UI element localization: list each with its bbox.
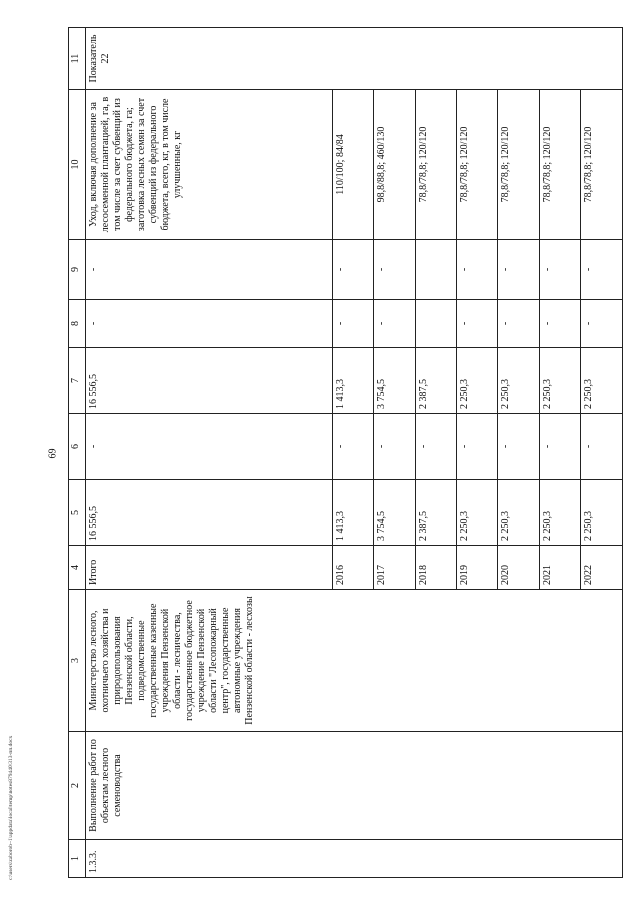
- year-cell: 2022: [581, 546, 623, 590]
- local-cell: -: [581, 300, 623, 348]
- regional-cell: 2 250,3: [498, 348, 539, 414]
- total-cell: 3 754,5: [374, 480, 415, 546]
- indicator-value-cell: 110/100; 84/84: [332, 90, 373, 240]
- total-cell: 2 250,3: [581, 480, 623, 546]
- year-cell: 2016: [332, 546, 373, 590]
- total-cell: 16 556,5: [86, 480, 333, 546]
- activity-cell: Выполнение работ по объектам лесного семеноводства: [86, 732, 623, 840]
- total-cell: 2 250,3: [498, 480, 539, 546]
- federal-cell: -: [86, 414, 333, 480]
- local-cell: -: [332, 300, 373, 348]
- federal-cell: -: [374, 414, 415, 480]
- indicator-value-cell: 78,8/78,8; 120/120: [498, 90, 539, 240]
- column-number: 7: [69, 348, 86, 414]
- federal-cell: -: [581, 414, 623, 480]
- regional-cell: 16 556,5: [86, 348, 333, 414]
- local-cell: -: [498, 300, 539, 348]
- column-number: 2: [69, 732, 86, 840]
- column-number: 1: [69, 840, 86, 878]
- indicator-value-cell: 78,8/78,8; 120/120: [456, 90, 497, 240]
- total-cell: 1 413,3: [332, 480, 373, 546]
- total-cell: 2 250,3: [456, 480, 497, 546]
- column-number: 6: [69, 414, 86, 480]
- federal-cell: -: [539, 414, 580, 480]
- federal-cell: -: [415, 414, 456, 480]
- column-number: 5: [69, 480, 86, 546]
- federal-cell: -: [498, 414, 539, 480]
- year-cell: 2018: [415, 546, 456, 590]
- year-cell: 2017: [374, 546, 415, 590]
- indicator-text-cell: Уход, включая дополнение за лесосеменной плантацией, га, в том числе за счет субвенций из федерального бюджета, га; заготовка лесных семян за счет субвенций из федерального бюджета, всего, кг, в том числе улучшенные, кг: [86, 90, 333, 240]
- year-cell: 2020: [498, 546, 539, 590]
- extrabudget-cell: -: [332, 240, 373, 300]
- federal-cell: -: [332, 414, 373, 480]
- extrabudget-cell: -: [374, 240, 415, 300]
- regional-cell: 3 754,5: [374, 348, 415, 414]
- column-number: 11: [69, 28, 86, 90]
- total-cell: 2 387,5: [415, 480, 456, 546]
- executor-cell: Министерство лесного, охотничьего хозяйства и природопользования Пензенской области, подведомственные государственные казенные учреждения Пензенской области - лесничества, государственное бюджетное учреждение Пензенской области "Лесопожарный центр", государственные автономные учреждения Пензенской области - лесхозы: [86, 590, 623, 732]
- extrabudget-cell: -: [539, 240, 580, 300]
- column-number: 10: [69, 90, 86, 240]
- federal-cell: -: [456, 414, 497, 480]
- regional-cell: 1 413,3: [332, 348, 373, 414]
- local-cell: -: [456, 300, 497, 348]
- column-number: 3: [69, 590, 86, 732]
- year-cell: 2021: [539, 546, 580, 590]
- indicator-value-cell: 78,8/78,8; 120/120: [581, 90, 623, 240]
- local-cell: [415, 300, 456, 348]
- page-number: 69: [47, 448, 59, 459]
- total-cell: 2 250,3: [539, 480, 580, 546]
- indicator-value-cell: 78,8/78,8; 120/120: [539, 90, 580, 240]
- regional-cell: 2 250,3: [539, 348, 580, 414]
- regional-cell: 2 250,3: [456, 348, 497, 414]
- year-cell: 2019: [456, 546, 497, 590]
- local-cell: -: [374, 300, 415, 348]
- column-number: 9: [69, 240, 86, 300]
- column-number-row: [69, 28, 86, 878]
- extrabudget-cell: -: [581, 240, 623, 300]
- local-cell: -: [539, 300, 580, 348]
- column-number: 8: [69, 300, 86, 348]
- extrabudget-cell: [415, 240, 456, 300]
- extrabudget-cell: -: [498, 240, 539, 300]
- rotated-table-wrapper: [68, 28, 623, 878]
- indicator-value-cell: 78,8/78,8; 120/120: [415, 90, 456, 240]
- column-number: 4: [69, 546, 86, 590]
- year-cell: Итого: [86, 546, 333, 590]
- extrabudget-cell: -: [86, 240, 333, 300]
- program-table: [68, 27, 623, 878]
- indicator-ref-cell: Показатель 22: [86, 28, 623, 90]
- table-row: [86, 28, 333, 878]
- regional-cell: 2 387,5: [415, 348, 456, 414]
- footer-file-path: c:\users\zaborob~1\appdata\local\temp\notes879440\313-пп.docx: [8, 735, 14, 880]
- local-cell: -: [86, 300, 333, 348]
- indicator-value-cell: 98,8/88,8; 460/130: [374, 90, 415, 240]
- regional-cell: 2 250,3: [581, 348, 623, 414]
- row-code: 1.3.3.: [86, 840, 623, 878]
- extrabudget-cell: -: [456, 240, 497, 300]
